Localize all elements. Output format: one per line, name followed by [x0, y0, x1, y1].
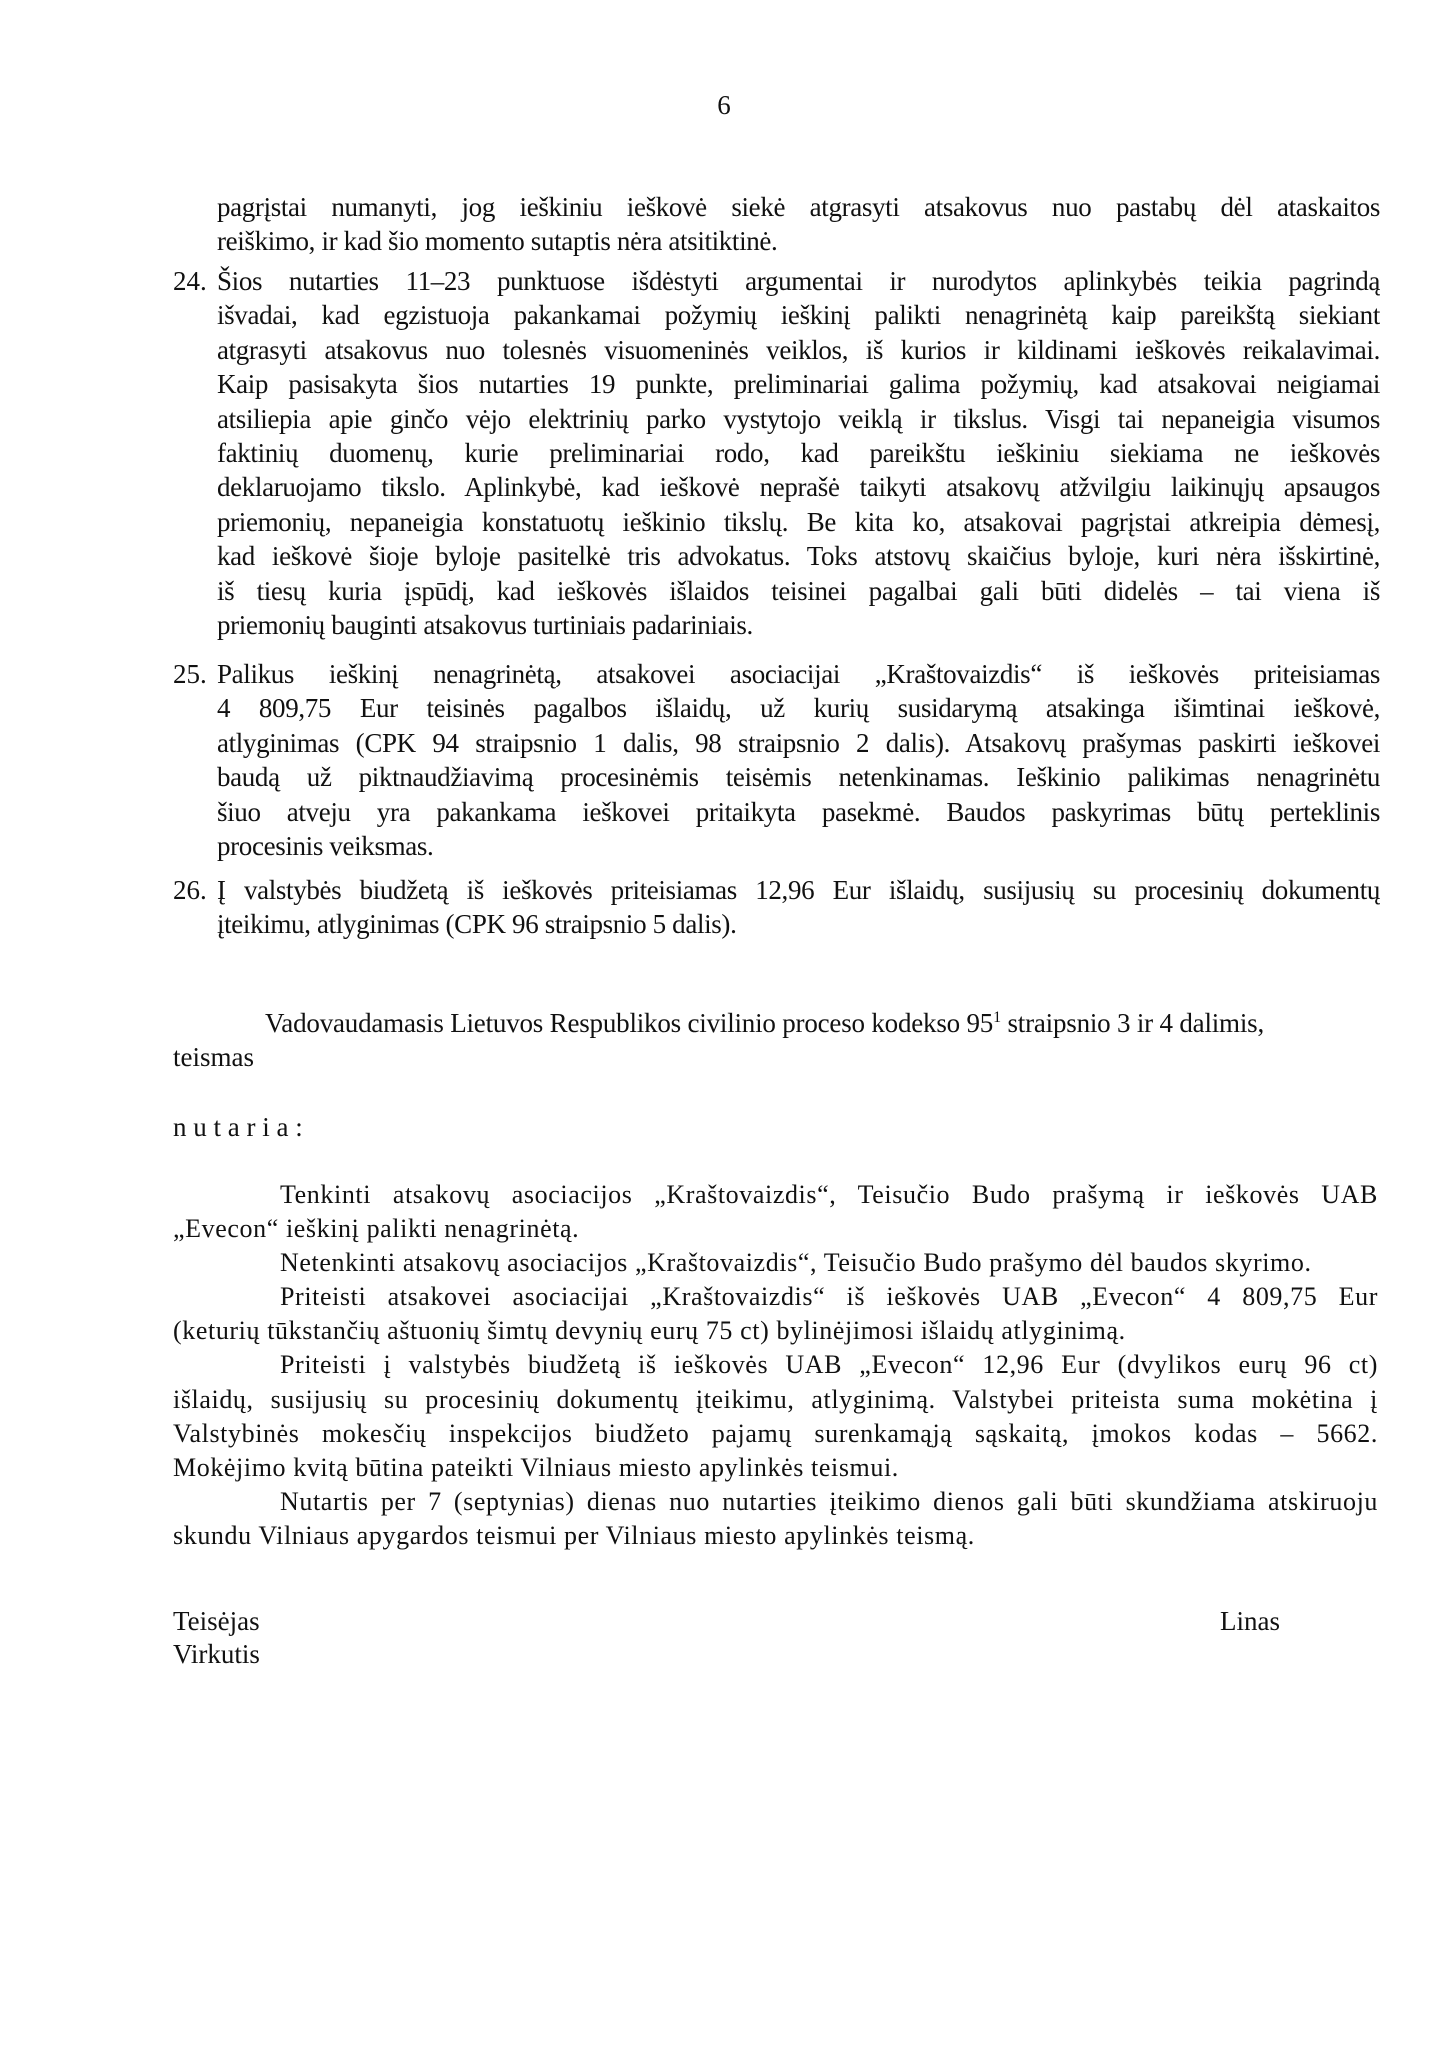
- paragraph-number: 24.: [173, 266, 207, 296]
- text-line: reiškimo, ir kad šio momento sutaptis nėra atsitiktinė.: [217, 226, 778, 257]
- numbered-paragraph: [173, 657, 1380, 863]
- judge-surname: Virkutis: [173, 1639, 260, 1669]
- resolution-line: išlaidų, susijusių su procesinių dokumentų įteikimu, atlyginimą. Valstybei priteista suma mokėtina į: [173, 1384, 1378, 1414]
- text-line: Kaip pasisakyta šios nutarties 19 punkte, preliminariai galima požymių, kad atsakovai neigiamai: [217, 369, 1380, 400]
- text-line: Šios nutarties 11–23 punktuose išdėstyti argumentai ir nurodytos aplinkybės teikia pagrindą: [217, 266, 1380, 296]
- resolution-line: Priteisti atsakovei asociacijai „Kraštovaizdis“ iš ieškovės UAB „Evecon“ 4 809,75 Eur: [280, 1282, 1378, 1312]
- text-line: Į valstybės biudžetą iš ieškovės priteisiamas 12,96 Eur išlaidų, susijusių su procesinių dokumentų: [217, 875, 1380, 905]
- ruling-heading-text: n u t a r i a :: [173, 1112, 303, 1142]
- resolution-line: Priteisti į valstybės biudžetą iš ieškovės UAB „Evecon“ 12,96 Eur (dvylikos eurų 96 ct): [280, 1350, 1378, 1380]
- resolution-line: (keturių tūkstančių aštuonių šimtų devynių eurų 75 ct) bylinėjimosi išlaidų atlyginimą.: [173, 1316, 1126, 1346]
- text-line: atgrasyti atsakovus nuo tolesnės visuomeninės veiklos, iš kurios ir kildinami ieškovės reikalavimai.: [217, 334, 1380, 365]
- resolution-line: „Evecon“ ieškinį palikti nenagrinėtą.: [173, 1214, 580, 1244]
- text-line: procesinis veiksmas.: [217, 830, 434, 861]
- text-line: Palikus ieškinį nenagrinėtą, atsakovei asociacijai „Kraštovaizdis“ iš ieškovės priteisiamas: [217, 659, 1380, 689]
- paragraph-number: 25.: [173, 659, 207, 689]
- text-line: išvadai, kad egzistuoja pakankamai požymių ieškinį palikti nenagrinėtą kaip pareikštą siekiant: [217, 300, 1380, 331]
- resolution-line: Nutartis per 7 (septynias) dienas nuo nutarties įteikimo dienos gali būti skundžiama atskiruoju: [280, 1486, 1378, 1516]
- resolution: [173, 1178, 1378, 1553]
- legal-basis-line: [173, 1006, 1380, 1040]
- judge-title: Teisėjas: [173, 1606, 260, 1636]
- text-line: pagrįstai numanyti, jog ieškiniu ieškovė siekė atgrasyti atsakovus nuo pastabų dėl ataskaitos: [217, 192, 1380, 222]
- legal-basis: [173, 1006, 1380, 1075]
- text-line: 4 809,75 Eur teisinės pagalbos išlaidų, už kurių susidarymą atsakinga išimtinai ieškovė,: [217, 693, 1380, 724]
- text-line: atsiliepia apie ginčo vėjo elektrinių parko vystytojo veiklą ir tikslus. Visgi tai nepaneigia visumos: [217, 403, 1380, 434]
- ruling-heading: [173, 1110, 303, 1144]
- resolution-line: Mokėjimo kvitą būtina pateikti Vilniaus miesto apylinkės teismui.: [173, 1452, 899, 1482]
- text-line: faktinių duomenų, kurie preliminariai rodo, kad pareikštu ieškiniu siekiama ne ieškovės: [217, 437, 1380, 468]
- text-line: šiuo atveju yra pakankama ieškovei pritaikyta pasekmė. Baudos paskyrimas būtų perteklinis: [217, 796, 1380, 827]
- court-label: teismas: [173, 1042, 254, 1073]
- paragraph-number: 26.: [173, 875, 207, 905]
- resolution-line: Valstybinės mokesčių inspekcijos biudžeto pajamų surenkamąją sąskaitą, įmokos kodas – 5662.: [173, 1418, 1378, 1448]
- text-line: iš tiesų kuria įspūdį, kad ieškovės išlaidos teisinei pagalbai gali būti didelės – tai viena iš: [217, 575, 1380, 606]
- resolution-line: Netenkinti atsakovų asociacijos „Kraštovaizdis“, Teisučio Budo prašymo dėl baudos skyrimo.: [280, 1248, 1312, 1278]
- text-line: priemonių, nepaneigia konstatuotų ieškinio tikslų. Be kita ko, atsakovai pagrįstai atkreipia dėmesį,: [217, 506, 1380, 537]
- legal-basis-text: Vadovaudamasis Lietuvos Respublikos civilinio proceso kodekso 95: [265, 1008, 994, 1038]
- continuation-paragraph: [217, 190, 1380, 259]
- resolution-line: skundu Vilniaus apygardos teismui per Vilniaus miesto apylinkės teismą.: [173, 1520, 975, 1550]
- text-line: deklaruojamo tikslo. Aplinkybė, kad ieškovė neprašė taikyti atsakovų atžvilgiu laikinųjų apsaugos: [217, 472, 1380, 503]
- text-line: kad ieškovė šioje byloje pasitelkė tris advokatus. Toks atstovų skaičius byloje, kuri nėra išskirtinė,: [217, 541, 1380, 572]
- legal-basis-text-end: straipsnio 3 ir 4 dalimis,: [1000, 1008, 1265, 1038]
- numbered-paragraph: [173, 873, 1380, 942]
- resolution-line: Tenkinti atsakovų asociacijos „Kraštovaizdis“, Teisučio Budo prašymą ir ieškovės UAB: [280, 1180, 1378, 1209]
- text-line: atlyginimas (CPK 94 straipsnio 1 dalis, 98 straipsnio 2 dalis). Atsakovų prašymas paskirti ieškovei: [217, 727, 1380, 758]
- text-line: įteikimu, atlyginimas (CPK 96 straipsnio 5 dalis).: [217, 909, 737, 940]
- judge-first-name: Linas: [1220, 1606, 1280, 1636]
- text-line: baudą už piktnaudžiavimą procesinėmis teisėmis netenkinamas. Ieškinio palikimas nenagrinėtu: [217, 762, 1380, 793]
- numbered-paragraph: [173, 264, 1380, 642]
- article-superscript: 1: [993, 1009, 1001, 1026]
- text-line: priemonių bauginti atsakovus turtiniais padariniais.: [217, 609, 753, 640]
- page-number: 6: [717, 90, 731, 120]
